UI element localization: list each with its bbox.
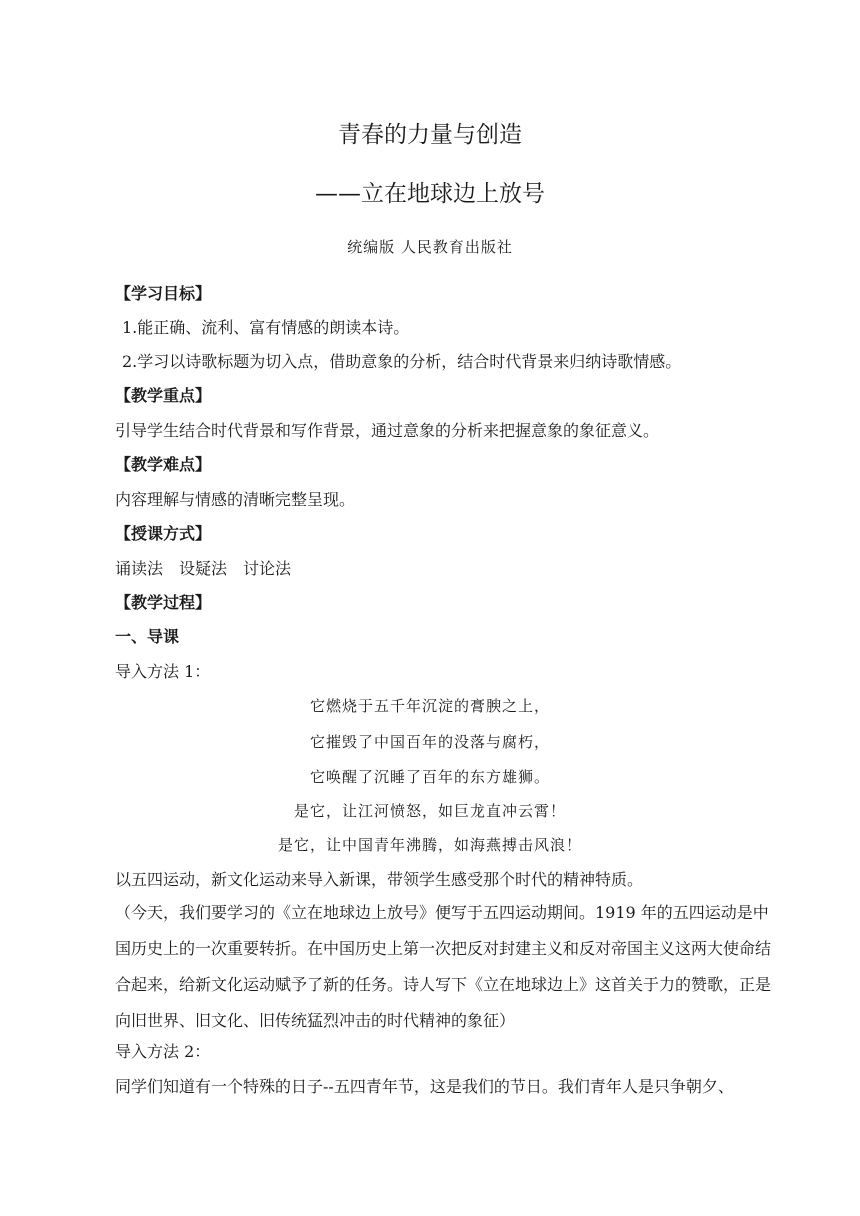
publisher-line: 统编版 人民教育出版社 (347, 238, 513, 256)
after-poem-text: 以五四运动，新文化运动来导入新课，带领学生感受那个时代的精神特质。 (115, 870, 644, 889)
poem-line: 是它，让中国青年沸腾，如海燕搏击风浪！ (277, 836, 582, 854)
subsection-heading-intro: 一、导课 (115, 627, 180, 646)
objective-item-2: 2.学习以诗歌标题为切入点，借助意象的分析，结合时代背景来归纳诗歌情感。 (122, 352, 682, 371)
section-heading-objectives: 【学习目标】 (115, 284, 212, 303)
section-heading-process: 【教学过程】 (115, 593, 212, 612)
section-heading-key-points: 【教学重点】 (115, 386, 212, 405)
section-heading-methods: 【授课方式】 (115, 524, 212, 543)
key-points-text: 引导学生结合时代背景和写作背景，通过意象的分析来把握意象的象征意义。 (115, 421, 660, 440)
poem-line: 它唤醒了沉睡了百年的东方雄狮。 (309, 768, 550, 786)
document-title: 青春的力量与创造 (338, 122, 522, 148)
background-paragraph: （今天，我们要学习的《立在地球边上放号》便写于五四运动期间。1919 年的五四运动是中国历史上的一次重要转折。在中国历史上第一次把反对封建主义和反对帝国主义这两大使命结合起来，给新文化运动赋予了新的任务。诗人写下《立在地球边上》这首关于力的赞歌，正是向旧世界、旧文化、旧传统猛烈冲击的时代精神的象征） (115, 903, 772, 1030)
document-subtitle: ——立在地球边上放号 (315, 181, 545, 207)
objective-item-1: 1.能正确、流利、富有情感的朗读本诗。 (122, 318, 410, 337)
poem-line: 它燃烧于五千年沉淀的膏腴之上， (309, 697, 550, 715)
last-paragraph-line: 同学们知道有一个特殊的日子--五四青年节，这是我们的节日。我们青年人是只争朝夕、 (115, 1077, 734, 1096)
intro-method-2-label: 导入方法 2： (115, 1042, 211, 1061)
difficulties-text: 内容理解与情感的清晰完整呈现。 (115, 490, 356, 509)
intro-method-1-label: 导入方法 1： (115, 662, 211, 681)
poem-line: 是它，让江河愤怒，如巨龙直冲云霄！ (293, 802, 566, 820)
section-heading-difficulties: 【教学难点】 (115, 455, 212, 474)
methods-text: 诵读法 设疑法 讨论法 (115, 559, 292, 578)
poem-line: 它摧毁了中国百年的没落与腐朽， (309, 733, 550, 751)
